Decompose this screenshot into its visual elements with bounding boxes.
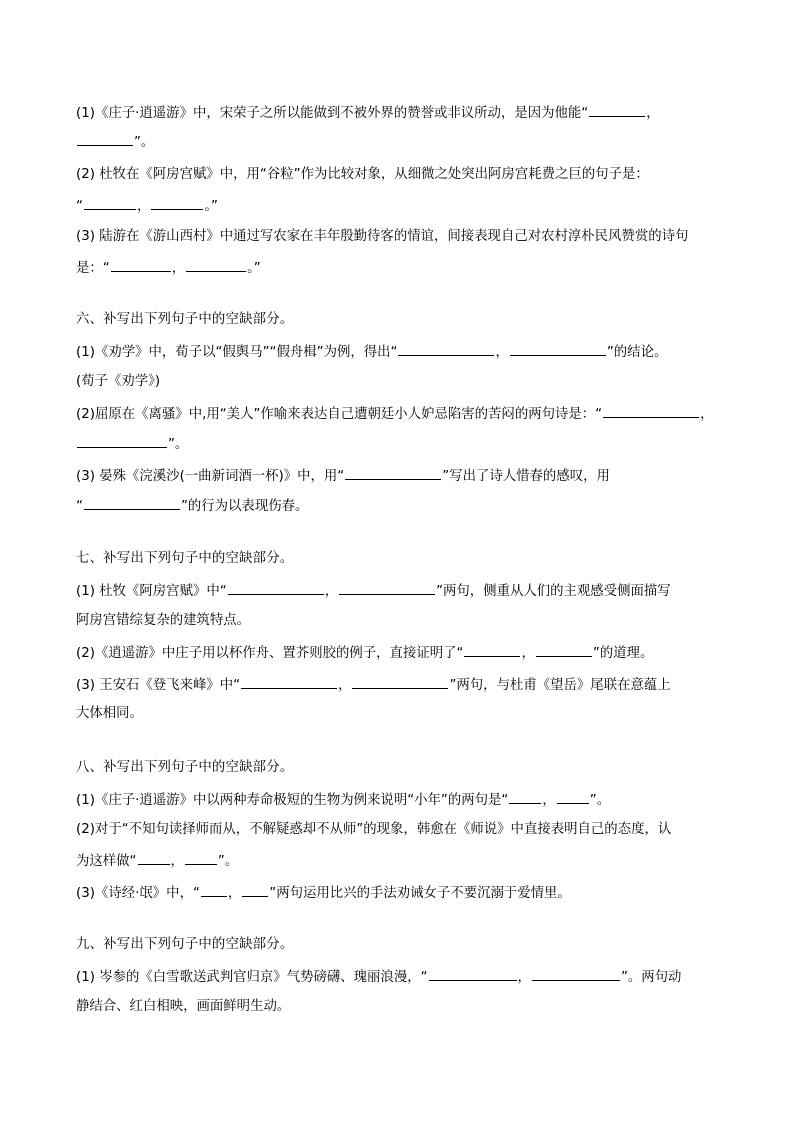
answer-blank[interactable]: [464, 643, 520, 657]
answer-blank[interactable]: [77, 434, 167, 448]
s7-line-3: (2)《逍遥游》中庄子用以杯作舟、置芥则胶的例子，直接证明了“ ， ”的道理。: [76, 643, 653, 663]
answer-blank[interactable]: [138, 851, 170, 865]
answer-blank[interactable]: [603, 404, 699, 418]
s8-line-4: (3)《诗经·氓》中，“ ， ”两句运用比兴的手法劝诫女子不要沉溺于爱情里。: [76, 883, 571, 903]
s6-line-3: (2)屈原在《离骚》中,用“美人”作喻来表达自己遭朝廷小人妒忌陷害的苦闷的两句诗是：“ ，: [76, 404, 714, 424]
answer-blank[interactable]: [510, 342, 606, 356]
s8-line-2: (2)对于“不知句读择师而从，不解疑惑却不从师”的现象，韩愈在《师说》中直接表明自己的态度，认: [76, 822, 672, 837]
answer-blank[interactable]: [77, 132, 133, 146]
q2-line-2: “ ， 。”: [76, 196, 218, 216]
answer-blank[interactable]: [228, 581, 324, 595]
answer-blank[interactable]: [429, 967, 517, 981]
q1-end: ”。: [134, 135, 155, 150]
s6-line-2: (荀子《劝学》): [76, 374, 161, 389]
q3-line-2: 是：“ ， 。”: [76, 258, 261, 278]
s7-line-4: (3) 王安石《登飞来峰》中“ ， ”两句，与杜甫《望岳》尾联在意蕴上: [76, 675, 671, 695]
s6-line-6: “ ”的行为以表现伤春。: [76, 496, 308, 516]
q1-comma: ，: [646, 106, 660, 121]
answer-blank[interactable]: [557, 790, 589, 804]
s7-line-5: 大体相同。: [76, 706, 143, 721]
answer-blank[interactable]: [345, 466, 441, 480]
answer-blank[interactable]: [536, 643, 592, 657]
answer-blank[interactable]: [352, 675, 448, 689]
answer-blank[interactable]: [185, 851, 217, 865]
section-heading-8: 八、补写出下列句子中的空缺部分。: [76, 760, 294, 775]
answer-blank[interactable]: [509, 790, 541, 804]
answer-blank[interactable]: [84, 496, 180, 510]
q3-line-1: [76, 228, 688, 246]
q1-text: (1)《庄子·逍遥游》中，宋荣子之所以能做到不被外界的赞誉或非议所动，是因为他能“: [76, 106, 589, 121]
q3-text: (3) 陆游在《游山西村》中通过写农家在丰年殷勤待客的情谊，间接表现自己对农村淳朴民风赞赏的诗句: [76, 229, 689, 244]
q2-line-1: [76, 166, 649, 184]
s8-line-1: (1)《庄子·逍遥游》中以两种寿命极短的生物为例来说明“小年”的两句是“ ， ”。: [76, 790, 610, 810]
answer-blank[interactable]: [398, 342, 494, 356]
answer-blank[interactable]: [84, 196, 136, 210]
answer-blank[interactable]: [532, 967, 620, 981]
q1-line-1: [76, 103, 660, 123]
q2-text: (2) 杜牧在《阿房宫赋》中，用“谷粒”作为比较对象，从细微之处突出阿房宫耗费之巨的句子是：: [76, 167, 649, 182]
answer-blank[interactable]: [201, 883, 227, 897]
section-heading-6: 六、补写出下列句子中的空缺部分。: [76, 312, 294, 327]
answer-blank[interactable]: [151, 196, 203, 210]
s8-line-3: 为这样做“ ， ”。: [76, 851, 238, 871]
section-heading-9: 九、补写出下列句子中的空缺部分。: [76, 937, 294, 952]
q1-line-2: [76, 132, 154, 152]
s6-line-5: (3) 晏殊《浣溪沙(一曲新词酒一杯)》中，用“ ”写出了诗人惜春的感叹，用: [76, 466, 610, 486]
s6-line-4: ”。: [76, 434, 188, 454]
answer-blank[interactable]: [242, 883, 268, 897]
answer-blank[interactable]: [241, 675, 337, 689]
section-heading-7: 七、补写出下列句子中的空缺部分。: [76, 551, 294, 566]
answer-blank[interactable]: [339, 581, 435, 595]
s6-line-1: (1)《劝学》中，荀子以“假舆马”“假舟楫”为例，得出“ ， ”的结论。: [76, 342, 667, 362]
s9-line-1: (1) 岑参的《白雪歌送武判官归京》气势磅礴、瑰丽浪漫，“ ， ”。两句动: [76, 967, 681, 987]
answer-blank[interactable]: [589, 103, 645, 117]
answer-blank[interactable]: [186, 258, 246, 272]
s7-line-1: (1) 杜牧《阿房宫赋》中“ ， ”两句，侧重从人们的主观感受侧面描写: [76, 581, 671, 601]
answer-blank[interactable]: [111, 258, 171, 272]
s7-line-2: 阿房宫错综复杂的建筑特点。: [76, 613, 251, 628]
s9-line-2: 静结合、红白相映，画面鲜明生动。: [76, 999, 291, 1014]
